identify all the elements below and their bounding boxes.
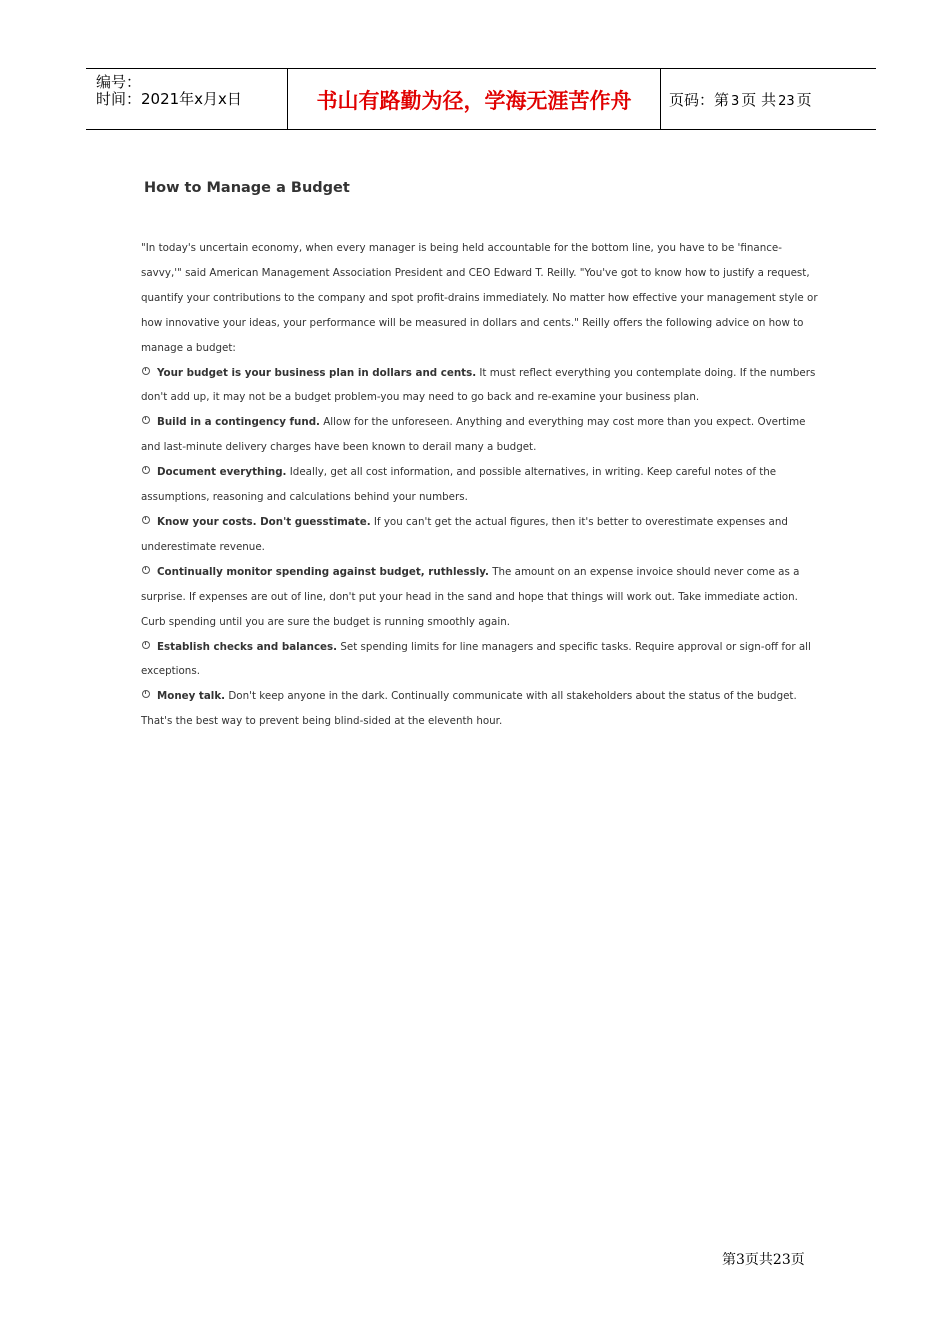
- clock-bullet-icon: [142, 690, 150, 698]
- page-total: 23: [778, 94, 795, 109]
- time-label: 时间：2021年x月x日: [96, 90, 242, 108]
- page-footer: 第3页共23页: [722, 1252, 805, 1268]
- page-number-info: [669, 89, 812, 110]
- tip-lead: Your budget is your business plan in dollars and cents.: [157, 366, 477, 379]
- clock-bullet-icon: [142, 516, 150, 524]
- article-title: How to Manage a Budget: [144, 180, 350, 196]
- tip-text: Set spending limits for line managers and specific tasks. Require approval or sign-off for all exceptions.: [141, 640, 811, 678]
- article-body: [141, 236, 821, 734]
- tip-item: [141, 684, 821, 734]
- tip-lead: Continually monitor spending against budget, ruthlessly.: [157, 565, 489, 578]
- tip-text: The amount on an expense invoice should never come as a surprise. If expenses are out of line, don't put your head in the sand and hope that things will work out. Take immediate action. Curb spending until you are sure the budget is running smoothly again.: [141, 565, 800, 628]
- clock-bullet-icon: [142, 367, 150, 375]
- clock-bullet-icon: [142, 641, 150, 649]
- clock-bullet-icon: [142, 566, 150, 574]
- page-mid: 页 共: [741, 91, 777, 109]
- tip-lead: Establish checks and balances.: [157, 640, 338, 653]
- tip-item: [141, 361, 821, 411]
- tip-item: [141, 560, 821, 635]
- tip-text: It must reflect everything you contemplate doing. If the numbers don't add up, it may not be a budget problem-you may need to go back and re-examine your business plan.: [141, 366, 816, 404]
- page-current: 3: [731, 94, 740, 109]
- tip-text: Allow for the unforeseen. Anything and everything may cost more than you expect. Overtime and last-minute delivery charges have been known to derail many a budget.: [141, 416, 806, 454]
- tip-lead: Know your costs. Don't guesstimate.: [157, 515, 371, 528]
- motto: 书山有路勤为径，学海无涯苦作舟: [316, 89, 632, 113]
- tip-item: [141, 460, 821, 510]
- tip-lead: Build in a contingency fund.: [157, 416, 320, 429]
- intro-paragraph: "In today's uncertain economy, when every manager is being held accountable for the bottom line, you have to be 'finance-savvy,'" said American Management Association President and CEO Edward T. Reilly. "You've got to know how to justify a request, quantify your contributions to the company and spot profit-drains immediately. No matter how effective your management style or how innovative your ideas, your performance will be measured in dollars and cents." Reilly offers the following advice on how to manage a budget:: [141, 242, 818, 354]
- tip-lead: Money talk.: [157, 690, 226, 703]
- page-header: [86, 68, 876, 130]
- page-prefix: 页码：第: [669, 91, 730, 109]
- header-motto-cell: [288, 69, 661, 129]
- tip-text: Ideally, get all cost information, and possible alternatives, in writing. Keep careful notes of the assumptions, reasoning and calculations behind your numbers.: [141, 466, 777, 504]
- tip-text: Don't keep anyone in the dark. Continually communicate with all stakeholders about the status of the budget. That's the best way to prevent being blind-sided at the eleventh hour.: [141, 690, 797, 728]
- tip-item: [141, 510, 821, 560]
- tip-item: [141, 410, 821, 460]
- clock-bullet-icon: [142, 466, 150, 474]
- clock-bullet-icon: [142, 416, 150, 424]
- header-meta-cell: [86, 69, 288, 129]
- header-page-cell: [661, 69, 876, 129]
- code-label: 编号：: [96, 73, 142, 91]
- tip-text: If you can't get the actual figures, then it's better to overestimate expenses and underestimate revenue.: [141, 515, 788, 553]
- page-suffix: 页: [796, 91, 812, 109]
- tip-item: [141, 635, 821, 685]
- tip-lead: Document everything.: [157, 466, 287, 479]
